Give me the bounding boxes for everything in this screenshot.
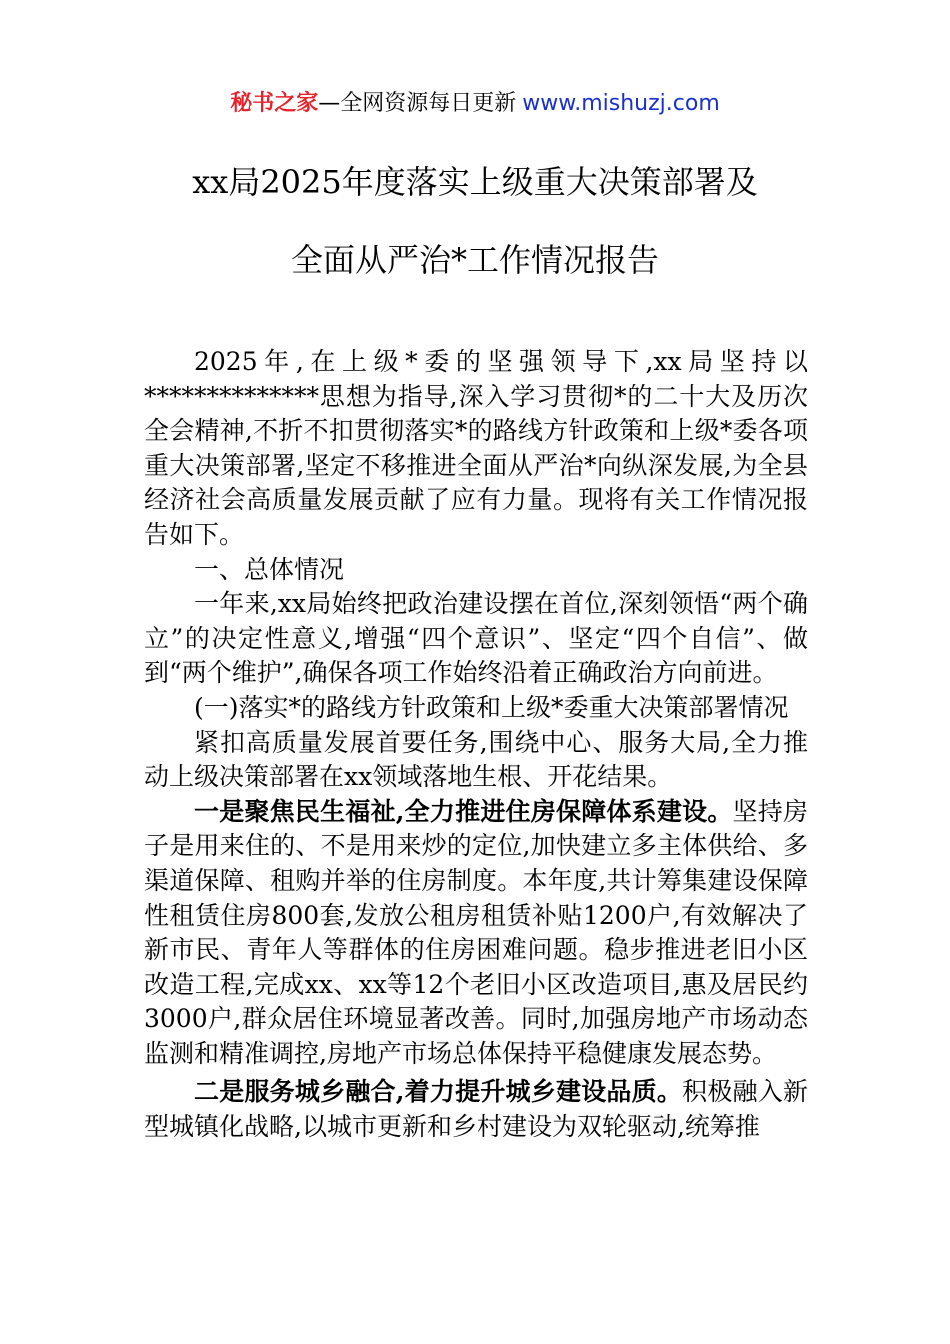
section-heading-overview: 一、总体情况 xyxy=(194,554,345,584)
subsection-intro-paragraph: 紧扣高质量发展首要任务,围绕中心、服务大局,全力推动上级决策部署在xx领域落地生根、开花结果。 xyxy=(144,727,808,792)
item-urban-rural-paragraph xyxy=(144,1075,808,1144)
site-url-link[interactable]: www.mishuzj.com xyxy=(522,91,720,116)
item-urban-rural-text: 积极融入新型城镇化战略,以城市更新和乡村建设为双轮驱动,统筹推 xyxy=(144,1077,808,1142)
document-body xyxy=(144,345,808,1145)
site-name: 秘书之家 xyxy=(230,91,319,116)
title-line-1: xx局2025年度落实上级重大决策部署及 xyxy=(192,163,758,201)
document-title xyxy=(60,160,890,316)
title-line-2: 全面从严治*工作情况报告 xyxy=(290,241,659,279)
subsection-heading-1: (一)落实*的路线方针政策和上级*委重大决策部署情况 xyxy=(194,692,789,722)
item-housing-paragraph xyxy=(144,795,808,1072)
overview-paragraph: 一年来,xx局始终把政治建设摆在首位,深刻领悟“两个确立”的决定性意义,增强“四个意识”、坚定“四个自信”、做到“两个维护”,确保各项工作始终沿着正确政治方向前进。 xyxy=(144,589,808,688)
intro-paragraph: 2025年,在上级*委的坚强领导下,xx局坚持以**************思想为指导,深入学习贯彻*的二十大及历次全会精神,不折不扣贯彻落实*的路线方针政策和上级*委各项重大决策部署,坚定不移推进全面从严治*向纵深发展,为全县经济社会高质量发展贡献了应有力量。现将有关工作情况报告如下。 xyxy=(144,347,808,549)
item-housing-text: 坚持房子是用来住的、不是用来炒的定位,加快建立多主体供给、多渠道保障、租购并举的住房制度。本年度,共计筹集建设保障性租赁住房800套,发放公租房租赁补贴1200户,有效解决了新市民、青年人等群体的住房困难问题。稳步推进老旧小区改造工程,完成xx、xx等12个老旧小区改造项目,惠及居民约3000户,群众居住环境显著改善。同时,加强房地产市场动态监测和精准调控,房地产市场总体保持平稳健康发展态势。 xyxy=(144,796,808,1068)
site-tagline: —全网资源每日更新 xyxy=(318,91,517,116)
item-urban-rural-lead: 二是服务城乡融合,着力提升城乡建设品质。 xyxy=(194,1077,683,1107)
site-header xyxy=(0,88,950,120)
item-housing-lead: 一是聚焦民生福祉,全力推进住房保障体系建设。 xyxy=(194,796,733,826)
